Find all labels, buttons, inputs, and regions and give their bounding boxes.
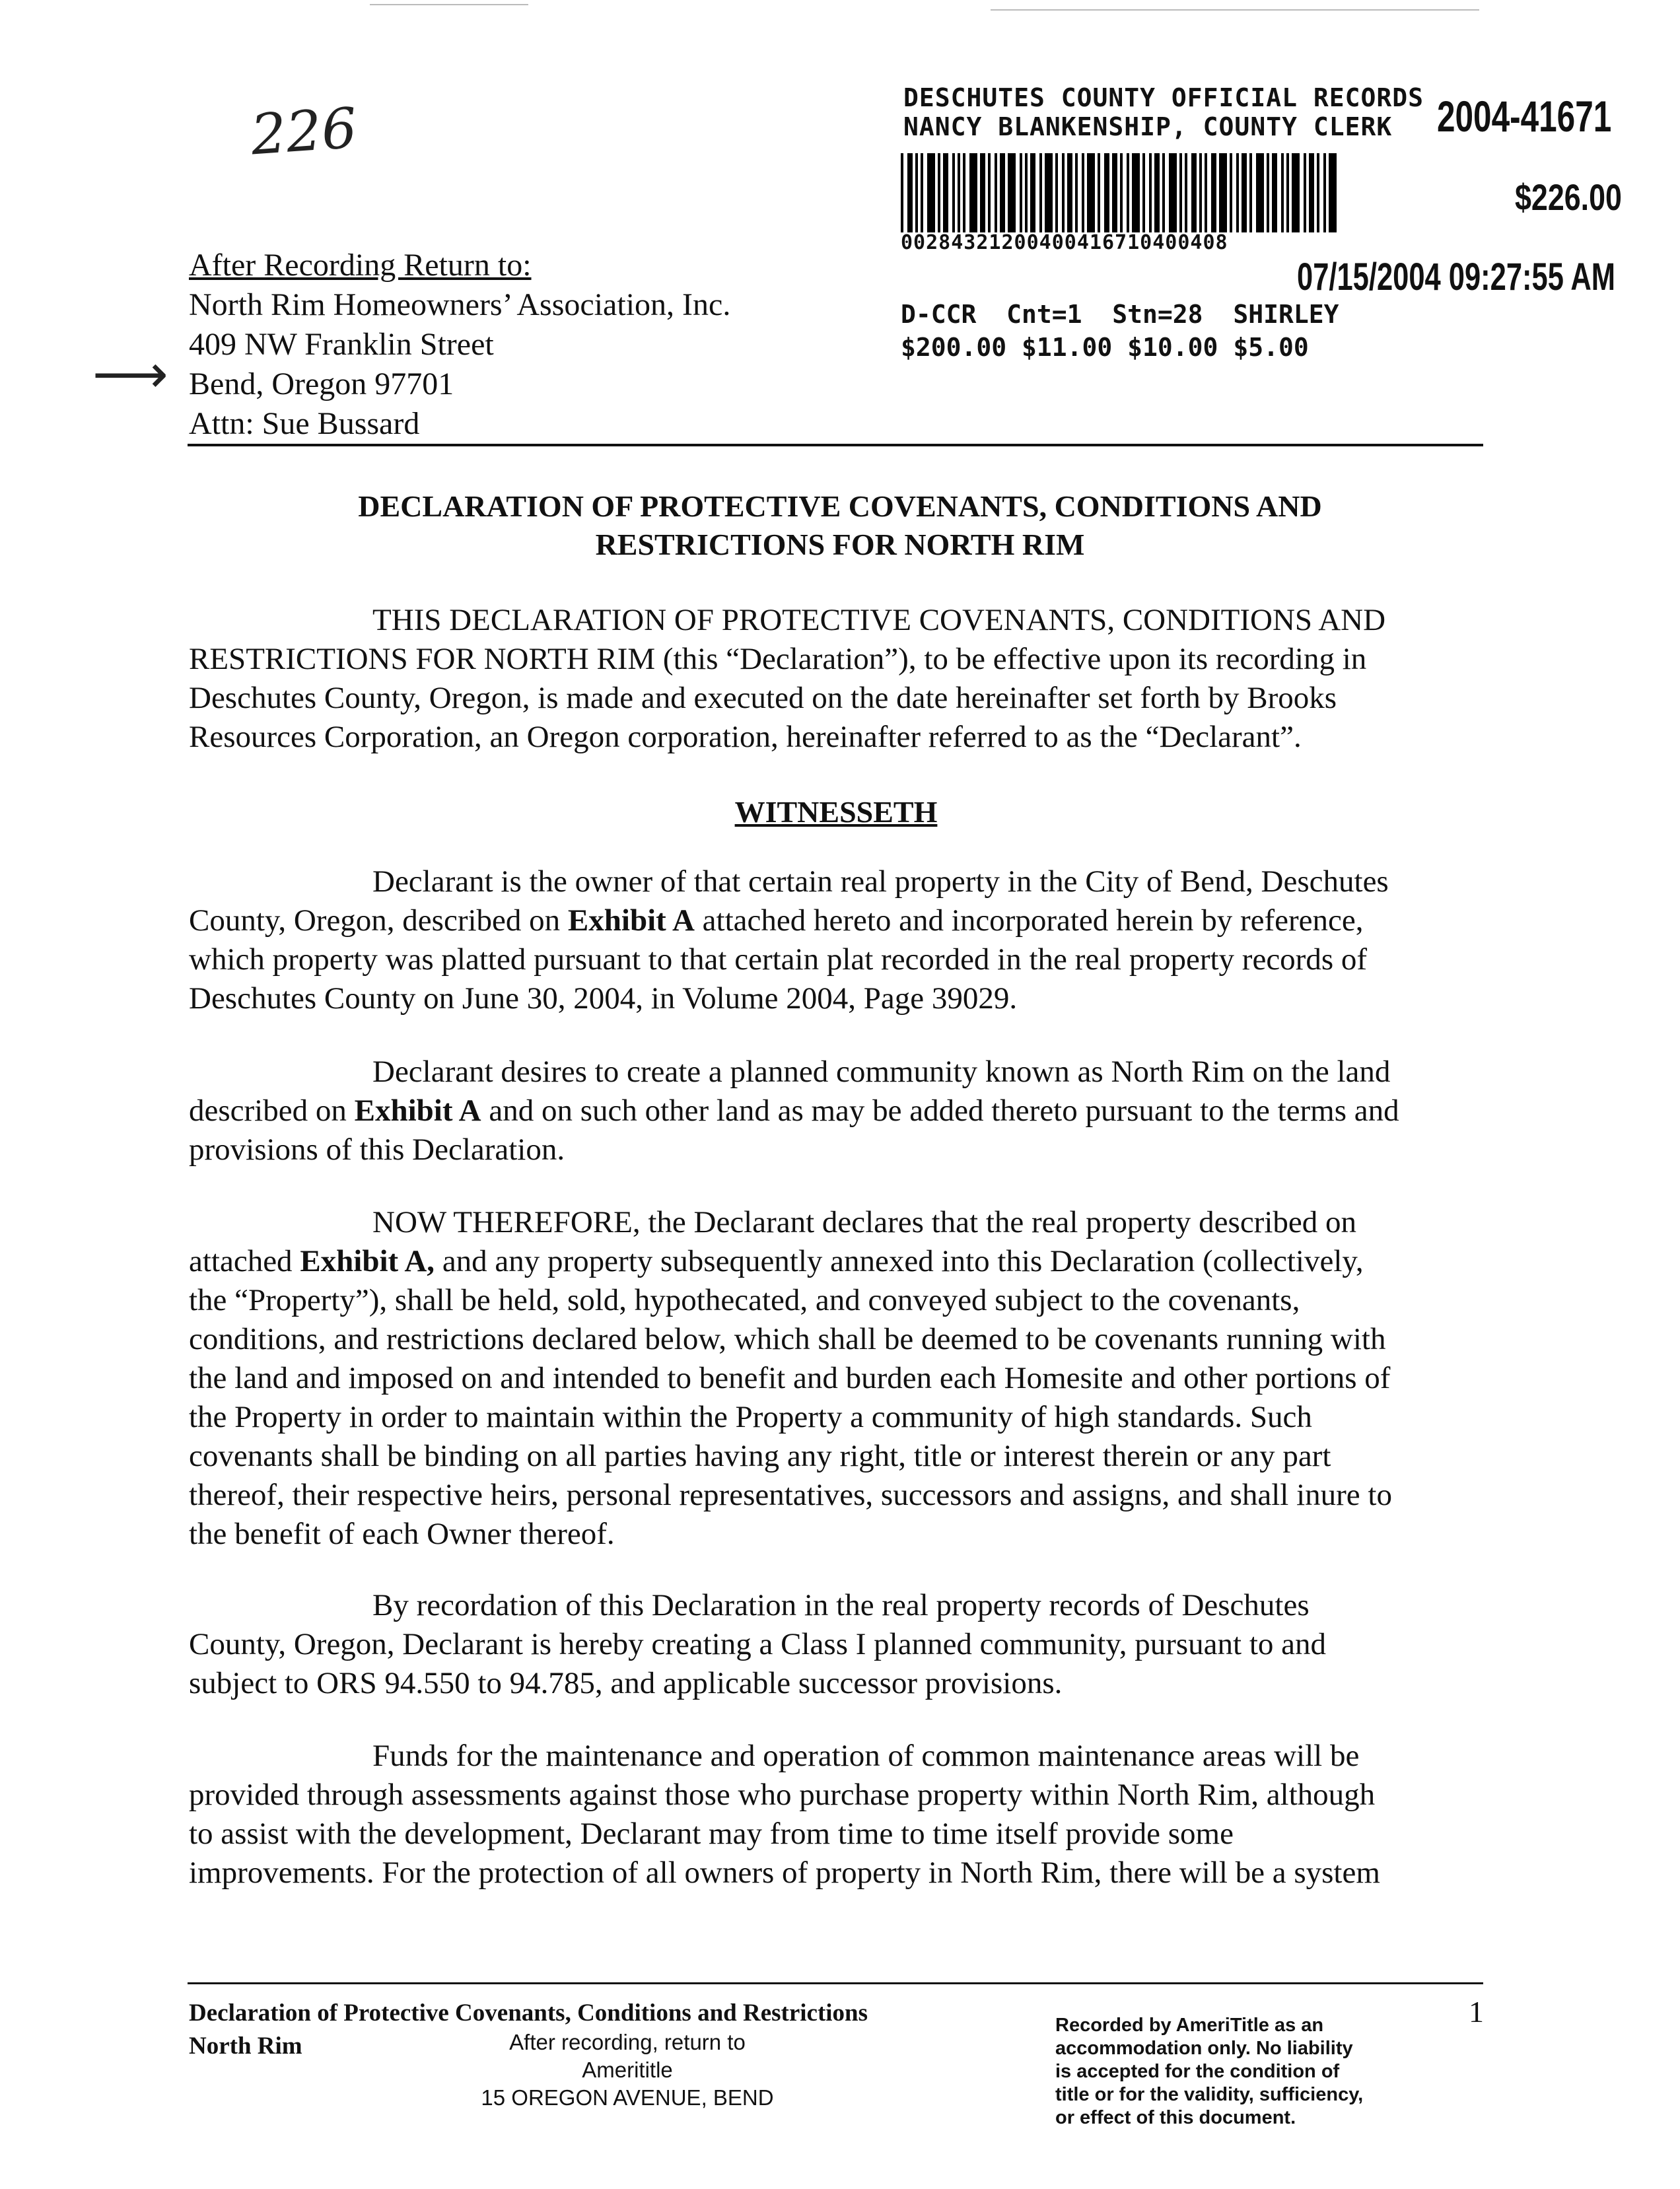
barcode-bar xyxy=(1025,153,1028,232)
return-line-street: 409 NW Franklin Street xyxy=(189,327,494,362)
paragraph-line: subject to ORS 94.550 to 94.785, and applicable successor provisions. xyxy=(189,1666,1063,1700)
return-stamp-line: Amerititle xyxy=(582,2058,673,2082)
paragraph-line: Funds for the maintenance and operation of common maintenance areas will be xyxy=(372,1739,1360,1773)
barcode-bar xyxy=(952,153,955,232)
document-title xyxy=(0,487,1680,564)
paragraph-recordation xyxy=(189,1586,1483,1703)
disclaimer-line: accommodation only. No liability xyxy=(1055,2038,1353,2059)
return-heading: After Recording Return to: xyxy=(189,248,532,283)
barcode-bar xyxy=(1149,153,1152,232)
barcode-bar xyxy=(1205,153,1207,232)
disclaimer-line: or effect of this document. xyxy=(1055,2107,1296,2128)
scan-artifact-top-right xyxy=(991,9,1479,11)
document-title-line-2: RESTRICTIONS FOR NORTH RIM xyxy=(595,528,1085,561)
disclaimer-line: is accepted for the condition of xyxy=(1055,2061,1340,2082)
barcode-bar xyxy=(1055,153,1058,232)
paragraph-line: the Property in order to maintain within the Property a community of high standards. Such xyxy=(189,1400,1312,1434)
return-line-attn: Attn: Sue Bussard xyxy=(189,406,420,441)
barcode-bar xyxy=(1267,153,1269,232)
barcode-bar xyxy=(1082,153,1084,232)
paragraph-line: By recordation of this Declaration in the real property records of Deschutes xyxy=(372,1588,1310,1622)
intro-paragraph xyxy=(189,601,1483,757)
paragraph-funds xyxy=(189,1737,1483,1893)
barcode-bar xyxy=(1256,153,1264,232)
barcode-bar xyxy=(1030,153,1035,232)
paragraph-planned-community xyxy=(189,1053,1483,1169)
barcode-bar xyxy=(1120,153,1123,232)
footer-divider xyxy=(188,1982,1483,1984)
barcode-bar xyxy=(980,153,985,232)
disclaimer-line: Recorded by AmeriTitle as an xyxy=(1055,2015,1324,2036)
paragraph-line: County, Oregon, described on xyxy=(189,903,568,938)
exhibit-reference: Exhibit A xyxy=(567,903,695,938)
return-line-city: Bend, Oregon 97701 xyxy=(189,366,454,401)
recording-fees: $200.00 $11.00 $10.00 $5.00 xyxy=(901,333,1309,362)
barcode-bar xyxy=(1132,153,1140,232)
barcode-bar xyxy=(969,153,977,232)
intro-line: THIS DECLARATION OF PROTECTIVE COVENANTS, CONDITIONS AND xyxy=(372,603,1386,637)
paragraph-line: provided through assessments against those who purchase property within North Rim, although xyxy=(189,1778,1376,1812)
handwritten-arrow-icon: ⟶ xyxy=(92,343,168,405)
barcode-bar xyxy=(1309,153,1314,232)
paragraph-line: and on such other land as may be added thereto pursuant to the terms and xyxy=(481,1094,1399,1128)
barcode-bar xyxy=(958,153,960,232)
disclaimer-line: title or for the validity, sufficiency, xyxy=(1055,2084,1364,2105)
barcode-bar xyxy=(1230,153,1232,232)
footer-title-line-1: Declaration of Protective Covenants, Conditions and Restrictions xyxy=(189,1999,868,2027)
barcode-bar xyxy=(1008,153,1016,232)
barcode-bar xyxy=(915,153,918,232)
barcode-bar xyxy=(1154,153,1160,232)
barcode-bar xyxy=(988,153,991,232)
barcode-bar xyxy=(1039,153,1042,232)
barcode-bar xyxy=(1169,153,1177,232)
intro-line: Resources Corporation, an Oregon corporation, hereinafter referred to as the “Declarant”. xyxy=(189,720,1302,754)
paragraph-now-therefore xyxy=(189,1203,1483,1554)
barcode-bar xyxy=(1104,153,1109,232)
barcode-bar xyxy=(1179,153,1182,232)
barcode-bar xyxy=(921,153,923,232)
amerititle-disclaimer xyxy=(1055,2014,1363,2130)
paragraph-line: thereof, their respective heirs, personal representatives, successors and assigns, and shall inure to xyxy=(189,1478,1392,1512)
barcode-bar xyxy=(1242,153,1247,232)
barcode-bar xyxy=(943,153,948,232)
document-number: 2004-41671 xyxy=(1437,92,1612,141)
barcode-bar xyxy=(1281,153,1284,232)
witnesseth-heading: WITNESSETH xyxy=(734,795,938,829)
return-line-org: North Rim Homeowners’ Association, Inc. xyxy=(189,287,731,322)
paragraph-line: described on xyxy=(189,1094,355,1128)
paragraph-line: Deschutes County on June 30, 2004, in Volume 2004, Page 39029. xyxy=(189,981,1018,1016)
paragraph-line: conditions, and restrictions declared below, which shall be deemed to be covenants running with xyxy=(189,1322,1386,1356)
barcode-bar xyxy=(963,153,965,232)
barcode-bar xyxy=(995,153,997,232)
barcode-bar xyxy=(938,153,940,232)
barcode-bar xyxy=(1127,153,1129,232)
barcode-bar xyxy=(1329,153,1337,232)
paragraph-line: Declarant is the owner of that certain real property in the City of Bend, Deschutes xyxy=(372,864,1389,899)
barcode-bar xyxy=(1199,153,1202,232)
return-stamp xyxy=(462,2029,792,2112)
barcode-bar xyxy=(1020,153,1022,232)
county-clerk-name: NANCY BLANKENSHIP, COUNTY CLERK xyxy=(903,112,1393,141)
paragraph-line: and any property subsequently annexed into this Declaration (collectively, xyxy=(435,1244,1364,1278)
return-stamp-line: 15 OREGON AVENUE, BEND xyxy=(481,2085,774,2110)
barcode-bar xyxy=(1191,153,1197,232)
paragraph-line: improvements. For the protection of all owners of property in North Rim, there will be a system xyxy=(189,1856,1380,1890)
page-number: 1 xyxy=(1469,1995,1484,2029)
barcode-bar xyxy=(1317,153,1319,232)
barcode-bar xyxy=(1162,153,1165,232)
recording-office xyxy=(903,83,1424,141)
barcode-number: 00284321200400416710400408 xyxy=(901,231,1228,254)
barcode-bar xyxy=(1292,153,1300,232)
barcode-bar xyxy=(1185,153,1187,232)
paragraph-line: the land and imposed on and intended to benefit and burden each Homesite and other portions of xyxy=(189,1361,1391,1395)
barcode-bar xyxy=(1219,153,1227,232)
handwritten-note: 226 xyxy=(248,95,359,168)
paragraph-line: to assist with the development, Declarant may from time to time itself provide some xyxy=(189,1817,1234,1851)
paragraph-line: the “Property”), shall be held, sold, hypothecated, and conveyed subject to the covenants, xyxy=(189,1283,1300,1317)
paragraph-line: attached xyxy=(189,1244,300,1278)
barcode xyxy=(901,153,1422,232)
barcode-bar xyxy=(1112,153,1117,232)
barcode-bar xyxy=(1272,153,1277,232)
recording-office-name: DESCHUTES COUNTY OFFICIAL RECORDS xyxy=(903,83,1424,112)
scan-artifact-top-left xyxy=(370,4,528,5)
barcode-bar xyxy=(1249,153,1252,232)
recording-details: D-CCR Cnt=1 Stn=28 SHIRLEY xyxy=(901,300,1339,329)
paragraph-line: which property was platted pursuant to that certain plat recorded in the real property records of xyxy=(189,942,1368,977)
recording-datetime: 07/15/2004 09:27:55 AM xyxy=(1297,256,1616,298)
footer-title-line-2: North Rim xyxy=(189,2033,302,2060)
barcode-bar xyxy=(1286,153,1289,232)
barcode-bar xyxy=(1304,153,1306,232)
barcode-bar xyxy=(927,153,935,232)
barcode-bar xyxy=(1075,153,1078,232)
barcode-bar xyxy=(1211,153,1216,232)
paragraph-line: attached hereto and incorporated herein by reference, xyxy=(694,903,1364,938)
barcode-bar xyxy=(1098,153,1100,232)
exhibit-reference: Exhibit A xyxy=(354,1094,481,1128)
paragraph-line: NOW THEREFORE, the Declarant declares that the real property described on xyxy=(372,1205,1357,1239)
paragraph-line: the benefit of each Owner thereof. xyxy=(189,1517,615,1551)
paragraph-line: covenants shall be binding on all parties having any right, title or interest therein or any part xyxy=(189,1439,1331,1473)
barcode-bar xyxy=(901,153,903,232)
barcode-bar xyxy=(1142,153,1145,232)
fee-total: $226.00 xyxy=(1515,176,1622,218)
return-address-block xyxy=(189,246,730,444)
return-stamp-line: After recording, return to xyxy=(509,2030,746,2054)
document-title-line-1: DECLARATION OF PROTECTIVE COVENANTS, CONDITIONS AND xyxy=(358,489,1322,523)
barcode-bar xyxy=(1236,153,1239,232)
barcode-bar xyxy=(1067,153,1072,232)
barcode-bar xyxy=(1000,153,1005,232)
exhibit-reference: Exhibit A, xyxy=(300,1244,435,1278)
paragraph-line: Declarant desires to create a planned community known as North Rim on the land xyxy=(372,1055,1391,1089)
paragraph-line: County, Oregon, Declarant is hereby creating a Class I planned community, pursuant to and xyxy=(189,1627,1326,1661)
barcode-bar xyxy=(1045,153,1053,232)
barcode-bar xyxy=(1087,153,1095,232)
barcode-bar xyxy=(1323,153,1326,232)
intro-line: RESTRICTIONS FOR NORTH RIM (this “Declaration”), to be effective upon its recording in xyxy=(189,642,1367,676)
paragraph-line: provisions of this Declaration. xyxy=(189,1132,565,1167)
barcode-bar xyxy=(907,153,913,232)
barcode-bar xyxy=(1062,153,1065,232)
header-divider xyxy=(188,444,1483,446)
intro-line: Deschutes County, Oregon, is made and executed on the date hereinafter set forth by Brooks xyxy=(189,681,1337,715)
paragraph-ownership xyxy=(189,862,1483,1018)
